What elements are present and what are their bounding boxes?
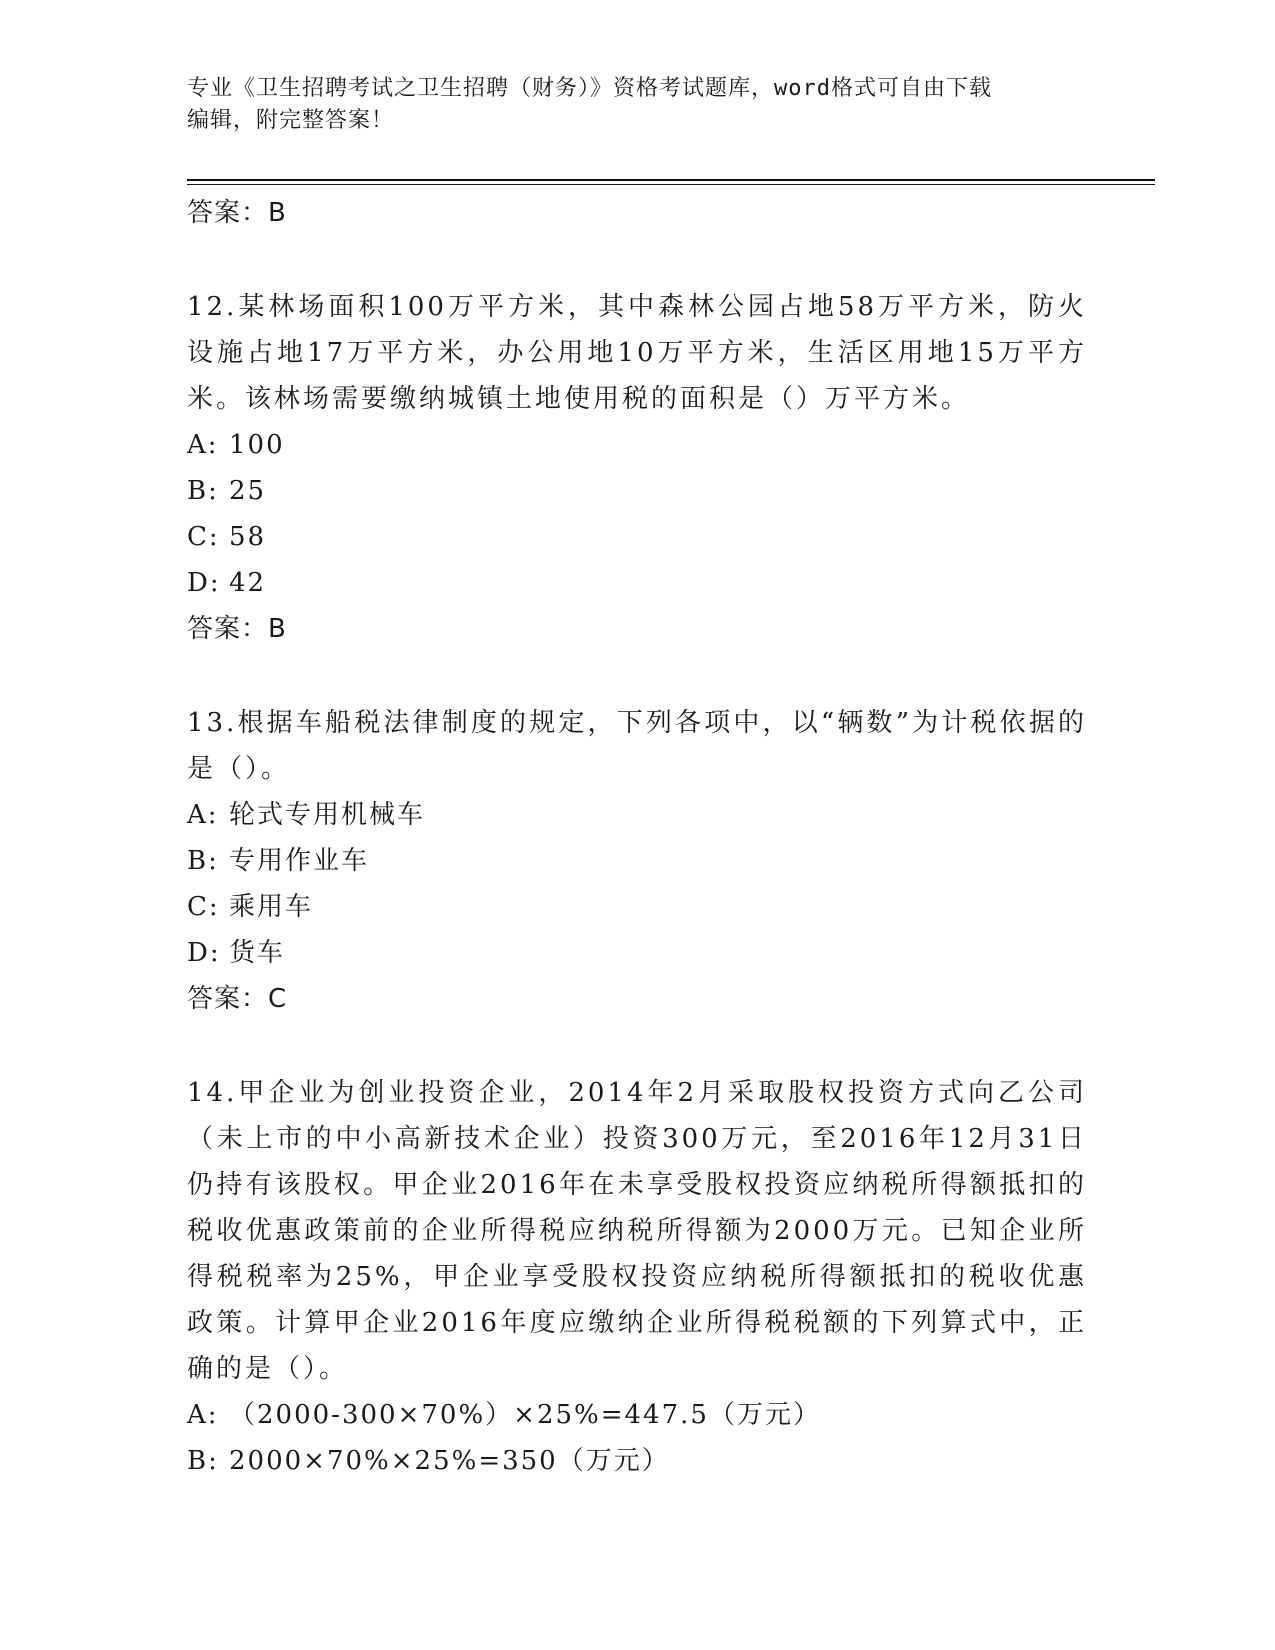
option-d xyxy=(187,560,1087,606)
option-c xyxy=(187,884,1087,930)
option-letter: D: xyxy=(187,568,221,598)
option-text: 25 xyxy=(229,476,267,506)
option-text: 42 xyxy=(229,568,267,598)
option-text: 58 xyxy=(229,522,267,552)
option-text: 2000×70%×25%=350（万元） xyxy=(229,1446,670,1476)
option-text: 货车 xyxy=(229,938,286,968)
answer-previous: 答案：B xyxy=(187,198,287,228)
question-text: 14.甲企业为创业投资企业，2014年2月采取股权投资方式向乙公司（未上市的中小高新技术企业）投资300万元，至2016年12月31日仍持有该股权。甲企业2016年在未享受股权投资应纳税所得额抵扣的税收优惠政策前的企业所得税应纳税所得额为2000万元。已知企业所得税税率为25%，甲企业享受股权投资应纳税所得额抵扣的税收优惠政策。计算甲企业2016年度应缴纳企业所得税税额的下列算式中，正确的是（）。 xyxy=(187,1078,1087,1384)
option-text: 轮式专用机械车 xyxy=(229,800,426,830)
option-letter: A: xyxy=(187,1400,219,1430)
option-letter: B: xyxy=(187,1446,219,1476)
option-c xyxy=(187,514,1087,560)
header-rule-thin xyxy=(187,184,1155,185)
option-a xyxy=(187,1392,1087,1438)
option-letter: B: xyxy=(187,476,219,506)
option-text: 乘用车 xyxy=(229,892,314,922)
question-12 xyxy=(187,284,1087,652)
option-b xyxy=(187,838,1087,884)
option-b xyxy=(187,1438,1087,1484)
option-a xyxy=(187,422,1087,468)
option-text: 专用作业车 xyxy=(229,846,370,876)
option-letter: B: xyxy=(187,846,219,876)
question-14 xyxy=(187,1070,1087,1484)
answer: 答案：C xyxy=(187,984,288,1014)
question-13 xyxy=(187,700,1087,1022)
header-line-2: 编辑，附完整答案！ xyxy=(187,108,395,133)
header-rule-thick xyxy=(187,179,1155,181)
document-body xyxy=(187,190,1087,1484)
answer: 答案：B xyxy=(187,614,287,644)
question-text: 13.根据车船税法律制度的规定，下列各项中，以“辆数”为计税依据的是（）。 xyxy=(187,708,1087,784)
option-letter: C: xyxy=(187,522,220,552)
header-line-1: 专业《卫生招聘考试之卫生招聘（财务）》资格考试题库，word格式可自由下载 xyxy=(187,76,992,101)
option-letter: A: xyxy=(187,430,219,460)
question-text: 12.某林场面积100万平方米，其中森林公园占地58万平方米，防火设施占地17万平方米，办公用地10万平方米，生活区用地15万平方米。该林场需要缴纳城镇土地使用税的面积是（）万平方米。 xyxy=(187,292,1087,414)
option-text: （2000-300×70%）×25%=447.5（万元） xyxy=(229,1400,821,1430)
option-d xyxy=(187,930,1087,976)
option-letter: C: xyxy=(187,892,220,922)
option-letter: D: xyxy=(187,938,221,968)
option-a xyxy=(187,792,1087,838)
option-b xyxy=(187,468,1087,514)
document-header xyxy=(187,73,1087,137)
option-letter: A: xyxy=(187,800,219,830)
option-text: 100 xyxy=(229,430,285,460)
